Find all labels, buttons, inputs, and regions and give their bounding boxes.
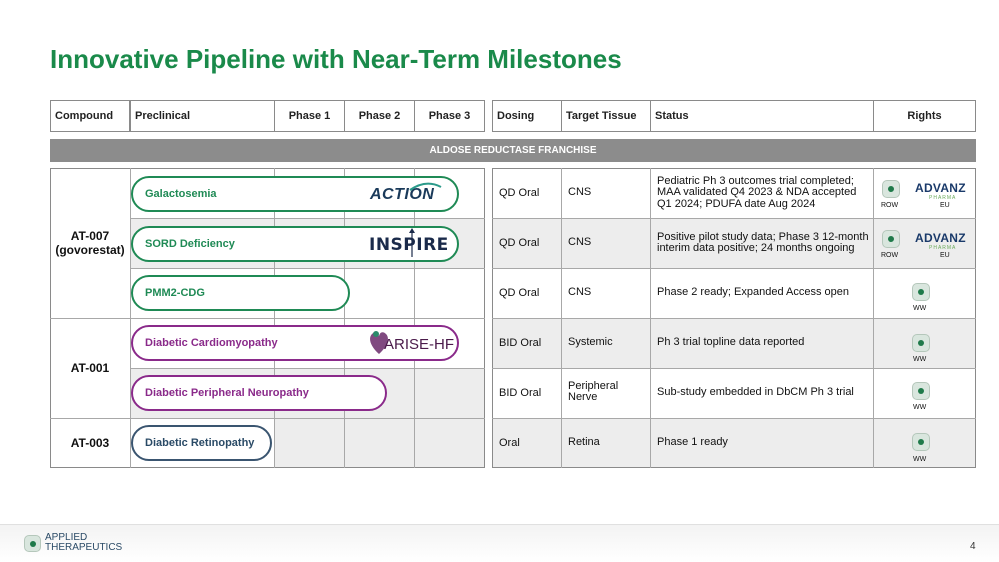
inspire-marker-icon xyxy=(409,228,415,258)
status-dpn: Sub-study embedded in DbCM Ph 3 trial xyxy=(657,386,854,399)
advanz-pharma-subtitle: PHARMA xyxy=(929,195,957,201)
indication-label: SORD Deficiency xyxy=(145,238,235,250)
rights-region-ww: WW xyxy=(913,404,927,411)
applied-therapeutics-logo-icon xyxy=(912,433,930,451)
status-dbcm: Ph 3 trial topline data reported xyxy=(657,336,805,349)
compound-alias: (govorestat) xyxy=(55,243,125,257)
advanz-pharma-logo: ADVANZ xyxy=(915,181,966,195)
dosing-galactosemia: QD Oral xyxy=(499,187,540,199)
page-title: Innovative Pipeline with Near-Term Milestones xyxy=(50,44,622,74)
header-dosing: Dosing xyxy=(492,100,562,132)
rights-region-eu: EU xyxy=(940,202,950,209)
footer-company-logo-icon xyxy=(24,535,41,552)
header-phase2: Phase 2 xyxy=(344,100,415,132)
tissue-sord: CNS xyxy=(568,236,592,248)
franchise-banner: ALDOSE REDUCTASE FRANCHISE xyxy=(50,139,976,162)
applied-therapeutics-logo-icon xyxy=(912,334,930,352)
status-dr: Phase 1 ready xyxy=(657,436,728,449)
compound-at-001: AT-001 xyxy=(70,361,110,375)
applied-therapeutics-logo-icon xyxy=(912,382,930,400)
tissue-dr: Retina xyxy=(568,436,600,448)
applied-therapeutics-logo-icon xyxy=(882,180,900,198)
rights-region-ww: WW xyxy=(913,356,927,363)
rights-region-row: ROW xyxy=(881,252,899,259)
footer-band xyxy=(0,524,999,562)
compound-at-003: AT-003 xyxy=(70,436,110,450)
applied-therapeutics-logo-icon xyxy=(882,230,900,248)
indication-label: Diabetic Retinopathy xyxy=(145,437,255,449)
action-swoosh-icon xyxy=(408,181,442,191)
trial-logo-inspire: INSPIRE xyxy=(369,235,449,255)
compound-at-007 xyxy=(50,168,130,318)
header-status: Status xyxy=(650,100,874,132)
header-target-tissue: Target Tissue xyxy=(561,100,651,132)
dosing-pmm2: QD Oral xyxy=(499,287,540,299)
indication-label: PMM2-CDG xyxy=(145,287,205,299)
status-galactosemia: Pediatric Ph 3 outcomes trial completed; MAA validated Q4 2023 & NDA accepted Q1 2024; PDUFA date Aug 2024 xyxy=(657,174,857,210)
header-preclinical: Preclinical xyxy=(130,100,275,132)
rights-region-row: ROW xyxy=(881,202,899,209)
indication-label: Galactosemia xyxy=(145,188,217,200)
header-phase3: Phase 3 xyxy=(414,100,485,132)
indication-label: Diabetic Peripheral Neuropathy xyxy=(145,387,309,399)
dosing-sord: QD Oral xyxy=(499,237,540,249)
pipeline-bar-diabetic-peripheral-neuropathy xyxy=(131,375,387,411)
rights-region-eu: EU xyxy=(940,252,950,259)
applied-therapeutics-logo-icon xyxy=(912,283,930,301)
header-rights: Rights xyxy=(873,100,976,132)
advanz-pharma-subtitle: PHARMA xyxy=(929,245,957,251)
tissue-pmm2: CNS xyxy=(568,286,592,298)
rights-region-ww: WW xyxy=(913,456,927,463)
header-compound: Compound xyxy=(50,100,130,132)
page-number: 4 xyxy=(970,541,976,552)
pipeline-bar-diabetic-retinopathy xyxy=(131,425,272,461)
status-pmm2: Phase 2 ready; Expanded Access open xyxy=(657,286,850,299)
compound-name: AT-007 xyxy=(70,229,110,243)
dosing-dpn: BID Oral xyxy=(499,387,542,399)
tissue-galactosemia: CNS xyxy=(568,186,592,198)
advanz-pharma-logo: ADVANZ xyxy=(915,231,966,245)
header-phase1: Phase 1 xyxy=(274,100,345,132)
dosing-dbcm: BID Oral xyxy=(499,337,542,349)
tissue-dpn: Peripheral Nerve xyxy=(568,380,619,403)
tissue-dbcm: Systemic xyxy=(568,336,613,348)
rights-region-ww: WW xyxy=(913,305,927,312)
indication-label: Diabetic Cardiomyopathy xyxy=(145,337,278,349)
status-sord: Positive pilot study data; Phase 3 12-month interim data positive; 24 months ongoing xyxy=(657,230,869,254)
pipeline-bar-pmm2-cdg xyxy=(131,275,350,311)
footer-company-name: APPLIED THERAPEUTICS xyxy=(45,532,123,553)
trial-logo-arise-hf: ARISE-HF xyxy=(384,336,455,353)
dosing-dr: Oral xyxy=(499,437,520,449)
trial-logo-action: ACTION xyxy=(370,186,435,203)
